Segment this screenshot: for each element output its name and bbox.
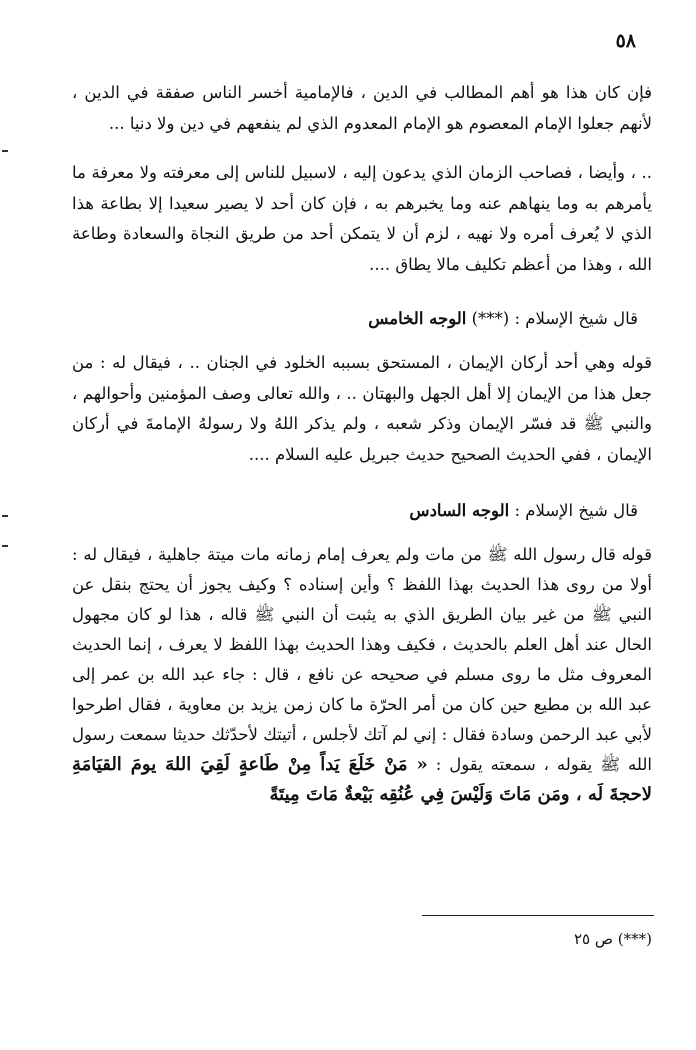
heading-label: قال شيخ الإسلام :: [514, 501, 638, 520]
margin-mark: [2, 515, 8, 517]
paragraph-2: .. ، وأيضا ، فصاحب الزمان الذي يدعون إليه ، لاسبيل للناس إلى معرفته ولا معرفة ما يأمرهم به وما ينهاهم عنه وما يخبرهم به ، فإن كان أحد لا يصير سعيدا إلا بطاعة هذا الذي لا يُعرف أمره ولا نهيه ، لزم أن لا يتمكن أحد من طريق النجاة والسعادة وطاعة الله ، وهذا من أعظم تكليف مالا يطاق ....: [72, 163, 652, 274]
section-heading-fifth: [78, 306, 638, 332]
paragraph-1: فإن كان هذا هو أهم المطالب في الدين ، فالإمامية أخسر الناس صفقة في الدين ، لأنهم جعلوا الإمام المعصوم هو الإمام المعدوم الذي لم ينفعهم في دين ولا دنيا ...: [72, 83, 652, 133]
section-heading-sixth: [78, 498, 638, 524]
heading-title: الوجه السادس: [409, 501, 510, 520]
margin-mark: [2, 545, 8, 547]
paragraph-3: قوله وهي أحد أركان الإيمان ، المستحق بسببه الخلود في الجنان .. ، فيقال له : من جعل هذا من الإيمان إلا أهل الجهل والبهتان .. ، والله تعالى وصف المؤمنين وأحوالهم ، والنبي ﷺ قد فسّر الإيمان وذكر شعبه ، ولم يذكر اللهُ ولا رسولهُ الإمامةَ في أركان الإيمان ، ففي الحديث الصحيح حديث جبريل عليه السلام ....: [72, 353, 652, 464]
footnote-rule: [422, 915, 654, 916]
paragraph-4: [72, 540, 652, 810]
paragraph-4-text: قوله قال رسول الله ﷺ من مات ولم يعرف إمام زمانه مات ميتة جاهلية ، فيقال له : أولا من روى هذا الحديث بهذا اللفظ ؟ وأين إسناده ؟ وكيف يجوز أن يحتج بنقل عن النبي ﷺ من غير بيان الطريق الذي به يثبت أن النبي ﷺ قاله ، هذا لو كان مجهول الحال عند أهل العلم بالحديث ، فكيف وهذا الحديث بهذا اللفظ لا يعرف ، إنما الحديث المعروف مثل ما روى مسلم في صحيحه عن نافع ، قال : جاء عبد الله بن عمر إلى عبد الله بن مطيع حين كان من أمر الحرّة ما كان زمن يزيد بن معاوية ، فقال اطرحوا لأبي عبد الرحمن وسادة فقال : إني لم آتك لأجلس ، أتيتك لأحدّثك حديثا سمعت رسول الله ﷺ يقوله ، سمعته يقول :: [72, 545, 652, 774]
heading-title: الوجه الخامس: [368, 309, 467, 328]
heading-label: قال شيخ الإسلام : (***): [471, 309, 638, 328]
footnote: (***) ص ٢٥: [574, 930, 652, 948]
margin-mark: [2, 150, 8, 152]
page-number: ٥٨: [615, 30, 636, 52]
hadith-quote: « مَنْ خَلَعَ يَداً مِنْ طَاعةٍ لَقِيَ اللهَ يومَ القيَامَةِ لاحجةَ لَه ، ومَن مَاتَ وَلَيْسَ فِي عُنُقِه بَيْعةٌ مَاتَ مِيتَةً: [72, 754, 652, 805]
